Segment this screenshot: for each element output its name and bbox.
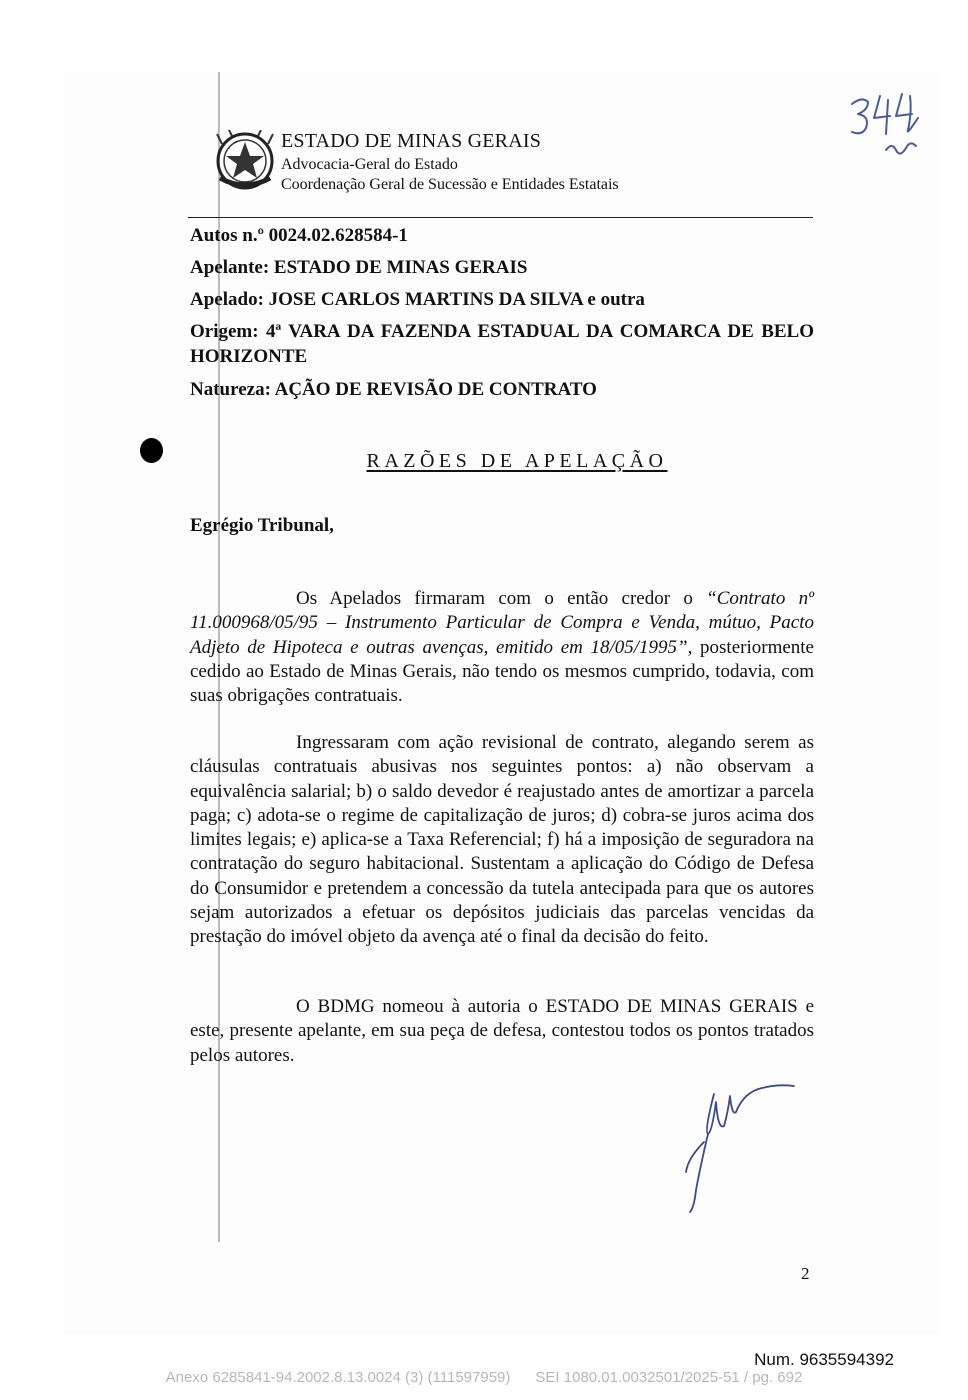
page-number: 2 — [801, 1264, 810, 1283]
paragraph-1-text-b: , posteriormente cedido ao Estado de Minas Gerais, não tendo os mesmos cumprido, todavia, com suas obrigações contratuais. — [190, 636, 814, 707]
case-number: Autos n.º 0024.02.628584-1 — [190, 225, 408, 246]
paragraph-2: Ingressaram com ação revisional de contrato, alegando serem as cláusulas contratuais abusivas nos seguintes pontos: a) não observam a equivalência salarial; b) o saldo devedor é reajustado antes de amortizar a parcela paga; c) adota-se o regime de capitalização de juros; d) cobra-se juros acima dos limites legais; e) aplica-se a Taxa Referencial; f) há a imposição de seguradora na contratação do seguro habitacional. Sustentam a aplicação do Código de Defesa do Consumidor e pretendem a concessão da tutela antecipada para que os autores sejam autorizados a efetuar os depósitos judiciais das parcelas vencidas da prestação do imóvel objeto da avença até o final da decisão do feito. — [190, 732, 814, 948]
footer-annex-reference: Anexo 6285841-94.2002.8.13.0024 (3) (111597959) — [165, 1369, 511, 1386]
salutation: Egrégio Tribunal, — [190, 515, 334, 536]
case-appellant: Apelante: ESTADO DE MINAS GERAIS — [190, 257, 528, 278]
minas-gerais-coat-of-arms-icon — [212, 130, 278, 194]
handwritten-signature — [674, 1072, 808, 1222]
punch-hole-mark — [140, 438, 163, 463]
document-title: RAZÕES DE APELAÇÃO — [366, 450, 668, 472]
handwritten-folio-number — [846, 88, 928, 164]
document-number-stamp: Num. 9635594392 — [754, 1350, 894, 1369]
case-origin: Origem: 4ª VARA DA FAZENDA ESTADUAL DA COMARCA DE BELO HORIZONTE — [190, 321, 814, 367]
footer-sei-reference: SEI 1080.01.0032501/2025-51 / pg. 692 — [535, 1369, 803, 1386]
case-nature: Natureza: AÇÃO DE REVISÃO DE CONTRATO — [190, 379, 597, 400]
case-appellee: Apelado: JOSE CARLOS MARTINS DA SILVA e outra — [190, 289, 645, 310]
header-rule — [188, 217, 813, 218]
paragraph-1 — [190, 587, 814, 708]
paragraph-1-text-a: Os Apelados firmaram com o então credor o — [296, 588, 707, 609]
header-subtitle-division: Coordenação Geral de Sucessão e Entidades Estatais — [281, 176, 619, 193]
header-title: ESTADO DE MINAS GERAIS — [281, 130, 542, 152]
footer-watermark — [0, 1369, 968, 1386]
paragraph-3: O BDMG nomeou à autoria o ESTADO DE MINAS GERAIS e este, presente apelante, em sua peça de defesa, contestou todos os pontos tratados pelos autores. — [190, 996, 814, 1066]
header-subtitle-agency: Advocacia-Geral do Estado — [281, 156, 458, 173]
contract-reference: “Contrato nº 11.000968/05/95 – Instrumento Particular de Compra e Venda, mútuo, Pacto Adjeto de Hipoteca e outras avenças, emitido em 18/05/1995” — [190, 588, 814, 658]
